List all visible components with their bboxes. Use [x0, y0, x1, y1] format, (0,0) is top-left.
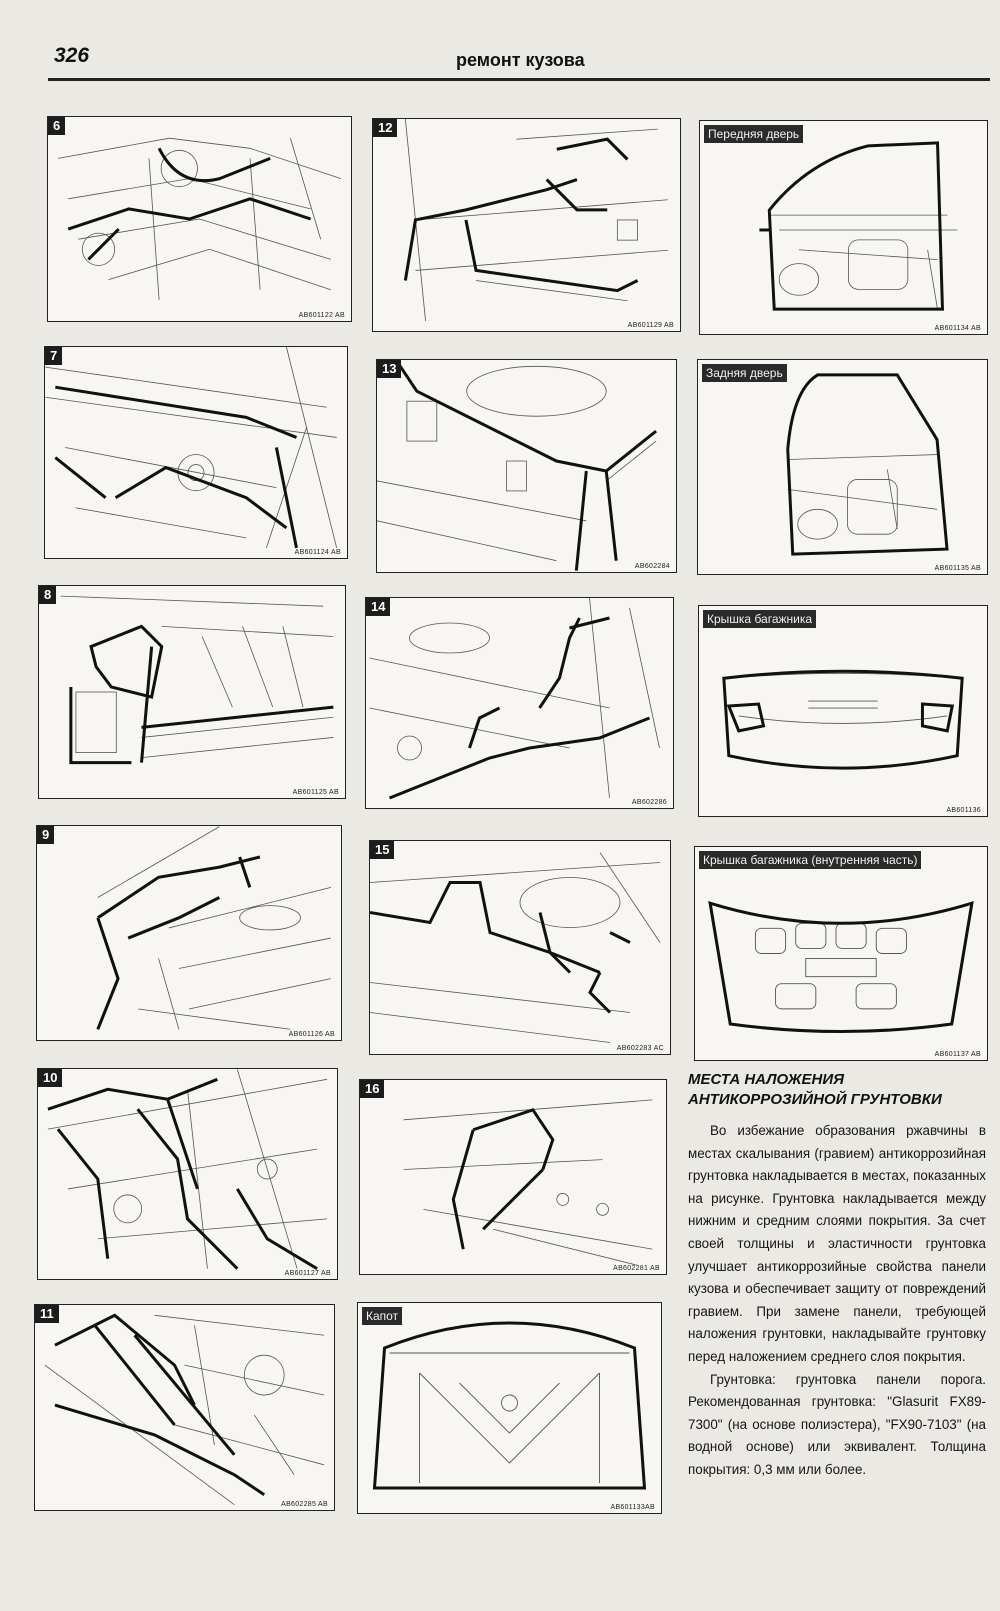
section-title-line-1: МЕСТА НАЛОЖЕНИЯ: [688, 1071, 845, 1088]
figure-10: [37, 1068, 338, 1280]
paragraph-2: Грунтовка: грунтовка панели порога. Рекомендованная грунтовка: "Glasurit FX89-7300" (на основе полиэстера), "FX90-7103" (на водной основе) или эквивалент. Толщина покрытия: 0,3 мм или более.: [688, 1371, 986, 1477]
figure-label: Капот: [362, 1307, 402, 1325]
figure-code: AB601129 AB: [627, 322, 674, 329]
figure-number: 6: [48, 117, 65, 135]
figure-rear-door: [697, 359, 988, 575]
figure-number: 7: [45, 347, 62, 365]
figure-8: [38, 585, 346, 799]
section-title-line-2: АНТИКОРРОЗИЙНОЙ ГРУНТОВКИ: [688, 1091, 942, 1108]
figure-7-drawing: [45, 347, 347, 558]
figure-number: 16: [360, 1080, 384, 1098]
figure-code: AB602286: [631, 799, 667, 806]
figure-code: AB602284: [634, 563, 670, 570]
figure-14-drawing: [366, 598, 673, 808]
figure-code: AB601122 AB: [298, 312, 345, 319]
figure-number: 10: [38, 1069, 62, 1087]
figure-code: AB601135 AB: [934, 565, 981, 572]
figure-12: [372, 118, 681, 332]
paragraph-1: Во избежание образования ржавчины в местах скалывания (гравием) антикоррозийная грунтовка накладывается в местах, показанных на рисунке. Грунтовка накладывается между нижним и средним слоями покрытия. За счет своей толщины и эластичности грунтовка улучшает антикоррозийные свойства панели кузова и обеспечивает защиту от повреждений гравием. При замене панели, требующей наложения грунтовки, накладывайте грунтовку перед наложением среднего слоя покрытия.: [688, 1123, 986, 1364]
figure-12-drawing: [373, 119, 680, 331]
header-rule: [48, 78, 990, 81]
trunk-lid-drawing: [699, 606, 987, 816]
figure-number: 14: [366, 598, 390, 616]
figure-code: AB601133AB: [610, 1504, 655, 1511]
figure-front-door: [699, 120, 988, 335]
figure-16-drawing: [360, 1080, 666, 1274]
figure-11-drawing: [35, 1305, 334, 1510]
figure-trunk-lid-inner: [694, 846, 988, 1061]
figure-7: [44, 346, 348, 559]
figure-code: AB601136: [946, 807, 981, 814]
figure-6: [47, 116, 352, 322]
figure-code: AB602285 AB: [281, 1501, 328, 1508]
figure-code: AB601124 AB: [294, 549, 341, 556]
figure-9-drawing: [37, 826, 341, 1040]
figure-13: [376, 359, 677, 573]
figure-code: AB601134 AB: [934, 325, 981, 332]
section-body: [688, 1120, 986, 1482]
figure-16: [359, 1079, 667, 1275]
figure-number: 13: [377, 360, 401, 378]
figure-14: [365, 597, 674, 809]
figure-hood: [357, 1302, 662, 1514]
figure-code: AB601127 AB: [284, 1270, 331, 1277]
running-title: ремонт кузова: [456, 50, 585, 70]
rear-door-drawing: [698, 360, 987, 574]
figure-number: 9: [37, 826, 54, 844]
figure-15-drawing: [370, 841, 670, 1054]
figure-number: 12: [373, 119, 397, 137]
trunk-lid-inner-drawing: [695, 847, 987, 1060]
figure-code: AB602283 AC: [616, 1045, 664, 1052]
figure-number: 15: [370, 841, 394, 859]
figure-number: 8: [39, 586, 56, 604]
figure-code: AB601126 AB: [288, 1031, 335, 1038]
figure-number: 11: [35, 1305, 59, 1323]
figure-15: [369, 840, 671, 1055]
section-title: [688, 1070, 988, 1110]
figure-10-drawing: [38, 1069, 337, 1279]
figure-code: AB601137 AB: [934, 1051, 981, 1058]
figure-label: Передняя дверь: [704, 125, 803, 143]
front-door-drawing: [700, 121, 987, 334]
figure-8-drawing: [39, 586, 345, 798]
figure-label: Крышка багажника: [703, 610, 816, 628]
figure-trunk-lid: [698, 605, 988, 817]
page-number: 326: [54, 44, 90, 67]
figure-label: Задняя дверь: [702, 364, 787, 382]
figure-code: AB601125 AB: [292, 789, 339, 796]
figure-11: [34, 1304, 335, 1511]
figure-13-drawing: [377, 360, 676, 572]
figure-9: [36, 825, 342, 1041]
hood-drawing: [358, 1303, 661, 1513]
figure-label: Крышка багажника (внутренняя часть): [699, 851, 921, 869]
figure-code: AB602281 AB: [613, 1265, 660, 1272]
figure-6-drawing: [48, 117, 351, 321]
